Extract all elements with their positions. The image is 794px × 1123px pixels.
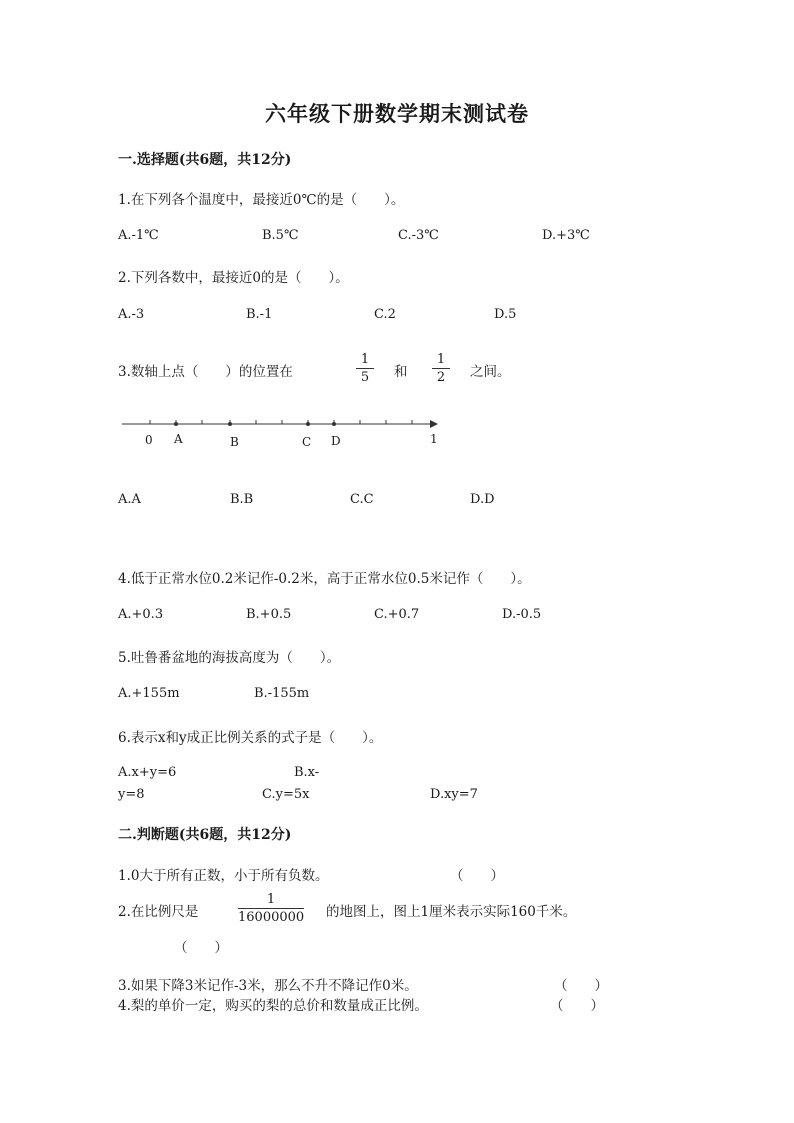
arrow-icon [430,420,438,428]
fraction-denominator: 5 [360,370,370,385]
option-d: D.xy=7 [430,787,478,802]
option-b: B.-1 [246,307,273,322]
fraction-bar [238,908,304,909]
label-d: D [331,434,341,448]
fraction-numerator: 1 [360,352,370,367]
section-heading-judgment: 二.判断题(共6题，共12分) [118,827,292,843]
question-text: 3.如果下降3米记作-3米，那么不升不降记作0米。 [118,978,418,994]
fraction-denominator: 16000000 [238,910,305,925]
option-b-cont: y=8 [118,787,145,802]
option-a: A.A [118,492,141,507]
page-title: 六年级下册数学期末测试卷 [265,101,529,126]
option-a: A.+155m [118,686,180,701]
option-b: B.x- [294,765,320,780]
question-text: 1.0大于所有正数，小于所有负数。 [118,868,329,884]
option-d: D.5 [494,307,517,322]
question-text: 4.梨的单价一定，购买的梨的总价和数量成正比例。 [118,998,428,1014]
fraction [356,352,374,385]
point-b [228,422,232,426]
option-a: A.+0.3 [118,607,164,622]
fraction-numerator: 1 [436,352,446,367]
label-zero: 0 [145,433,153,447]
fraction [238,892,304,925]
fraction-bar [356,368,374,369]
option-d: D.+3℃ [542,228,590,243]
point-a [174,422,178,426]
fraction-denominator: 2 [436,370,446,385]
connector-text: 和 [394,364,408,380]
option-d: D.D [470,492,495,507]
option-b: B.B [230,492,254,507]
question-text: 3.数轴上点（ ）的位置在 [118,364,293,380]
question-text: 5.吐鲁番盆地的海拔高度为（ ）。 [118,650,341,666]
option-c: C.+0.7 [374,607,420,622]
option-c: C.C [350,492,374,507]
section-heading-choice: 一.选择题(共6题，共12分) [118,152,292,168]
question-text-end: 之间。 [470,364,511,380]
question-text: 2.下列各数中，最接近0的是（ ）。 [118,270,349,286]
fraction-numerator: 1 [266,892,276,907]
fraction-bar [432,368,450,369]
option-a: A.-1℃ [118,228,159,243]
answer-blank: （ ） [174,940,228,956]
option-a: A.-3 [118,307,145,322]
label-c: C [302,435,312,449]
question-text: 1.在下列各个温度中，最接近0℃的是（ ）。 [118,192,405,208]
question-text: 2.在比例尺是 [118,904,199,920]
label-one: 1 [430,432,438,446]
option-d: D.-0.5 [502,607,542,622]
option-c: C.y=5x [262,787,310,802]
question-text: 4.低于正常水位0.2米记作-0.2米，高于正常水位0.5米记作（ ）。 [118,571,531,587]
option-c: C.2 [374,307,396,322]
label-b: B [230,435,239,449]
option-b: B.5℃ [262,228,299,243]
option-b: B.+0.5 [246,607,292,622]
tick-marks [150,420,412,424]
label-a: A [174,432,183,446]
answer-blank: （ ） [550,998,604,1014]
fraction [432,352,450,385]
point-d [332,422,336,426]
option-c: C.-3℃ [398,228,439,243]
answer-blank: （ ） [554,978,608,994]
option-b: B.-155m [254,686,310,701]
option-a: A.x+y=6 [118,765,177,780]
answer-blank: （ ） [450,868,504,884]
number-line [0,410,794,460]
point-c [306,422,310,426]
question-text: 6.表示x和y成正比例关系的式子是（ ）。 [118,730,383,746]
question-text-end: 的地图上，图上1厘米表示实际160千米。 [326,904,577,920]
